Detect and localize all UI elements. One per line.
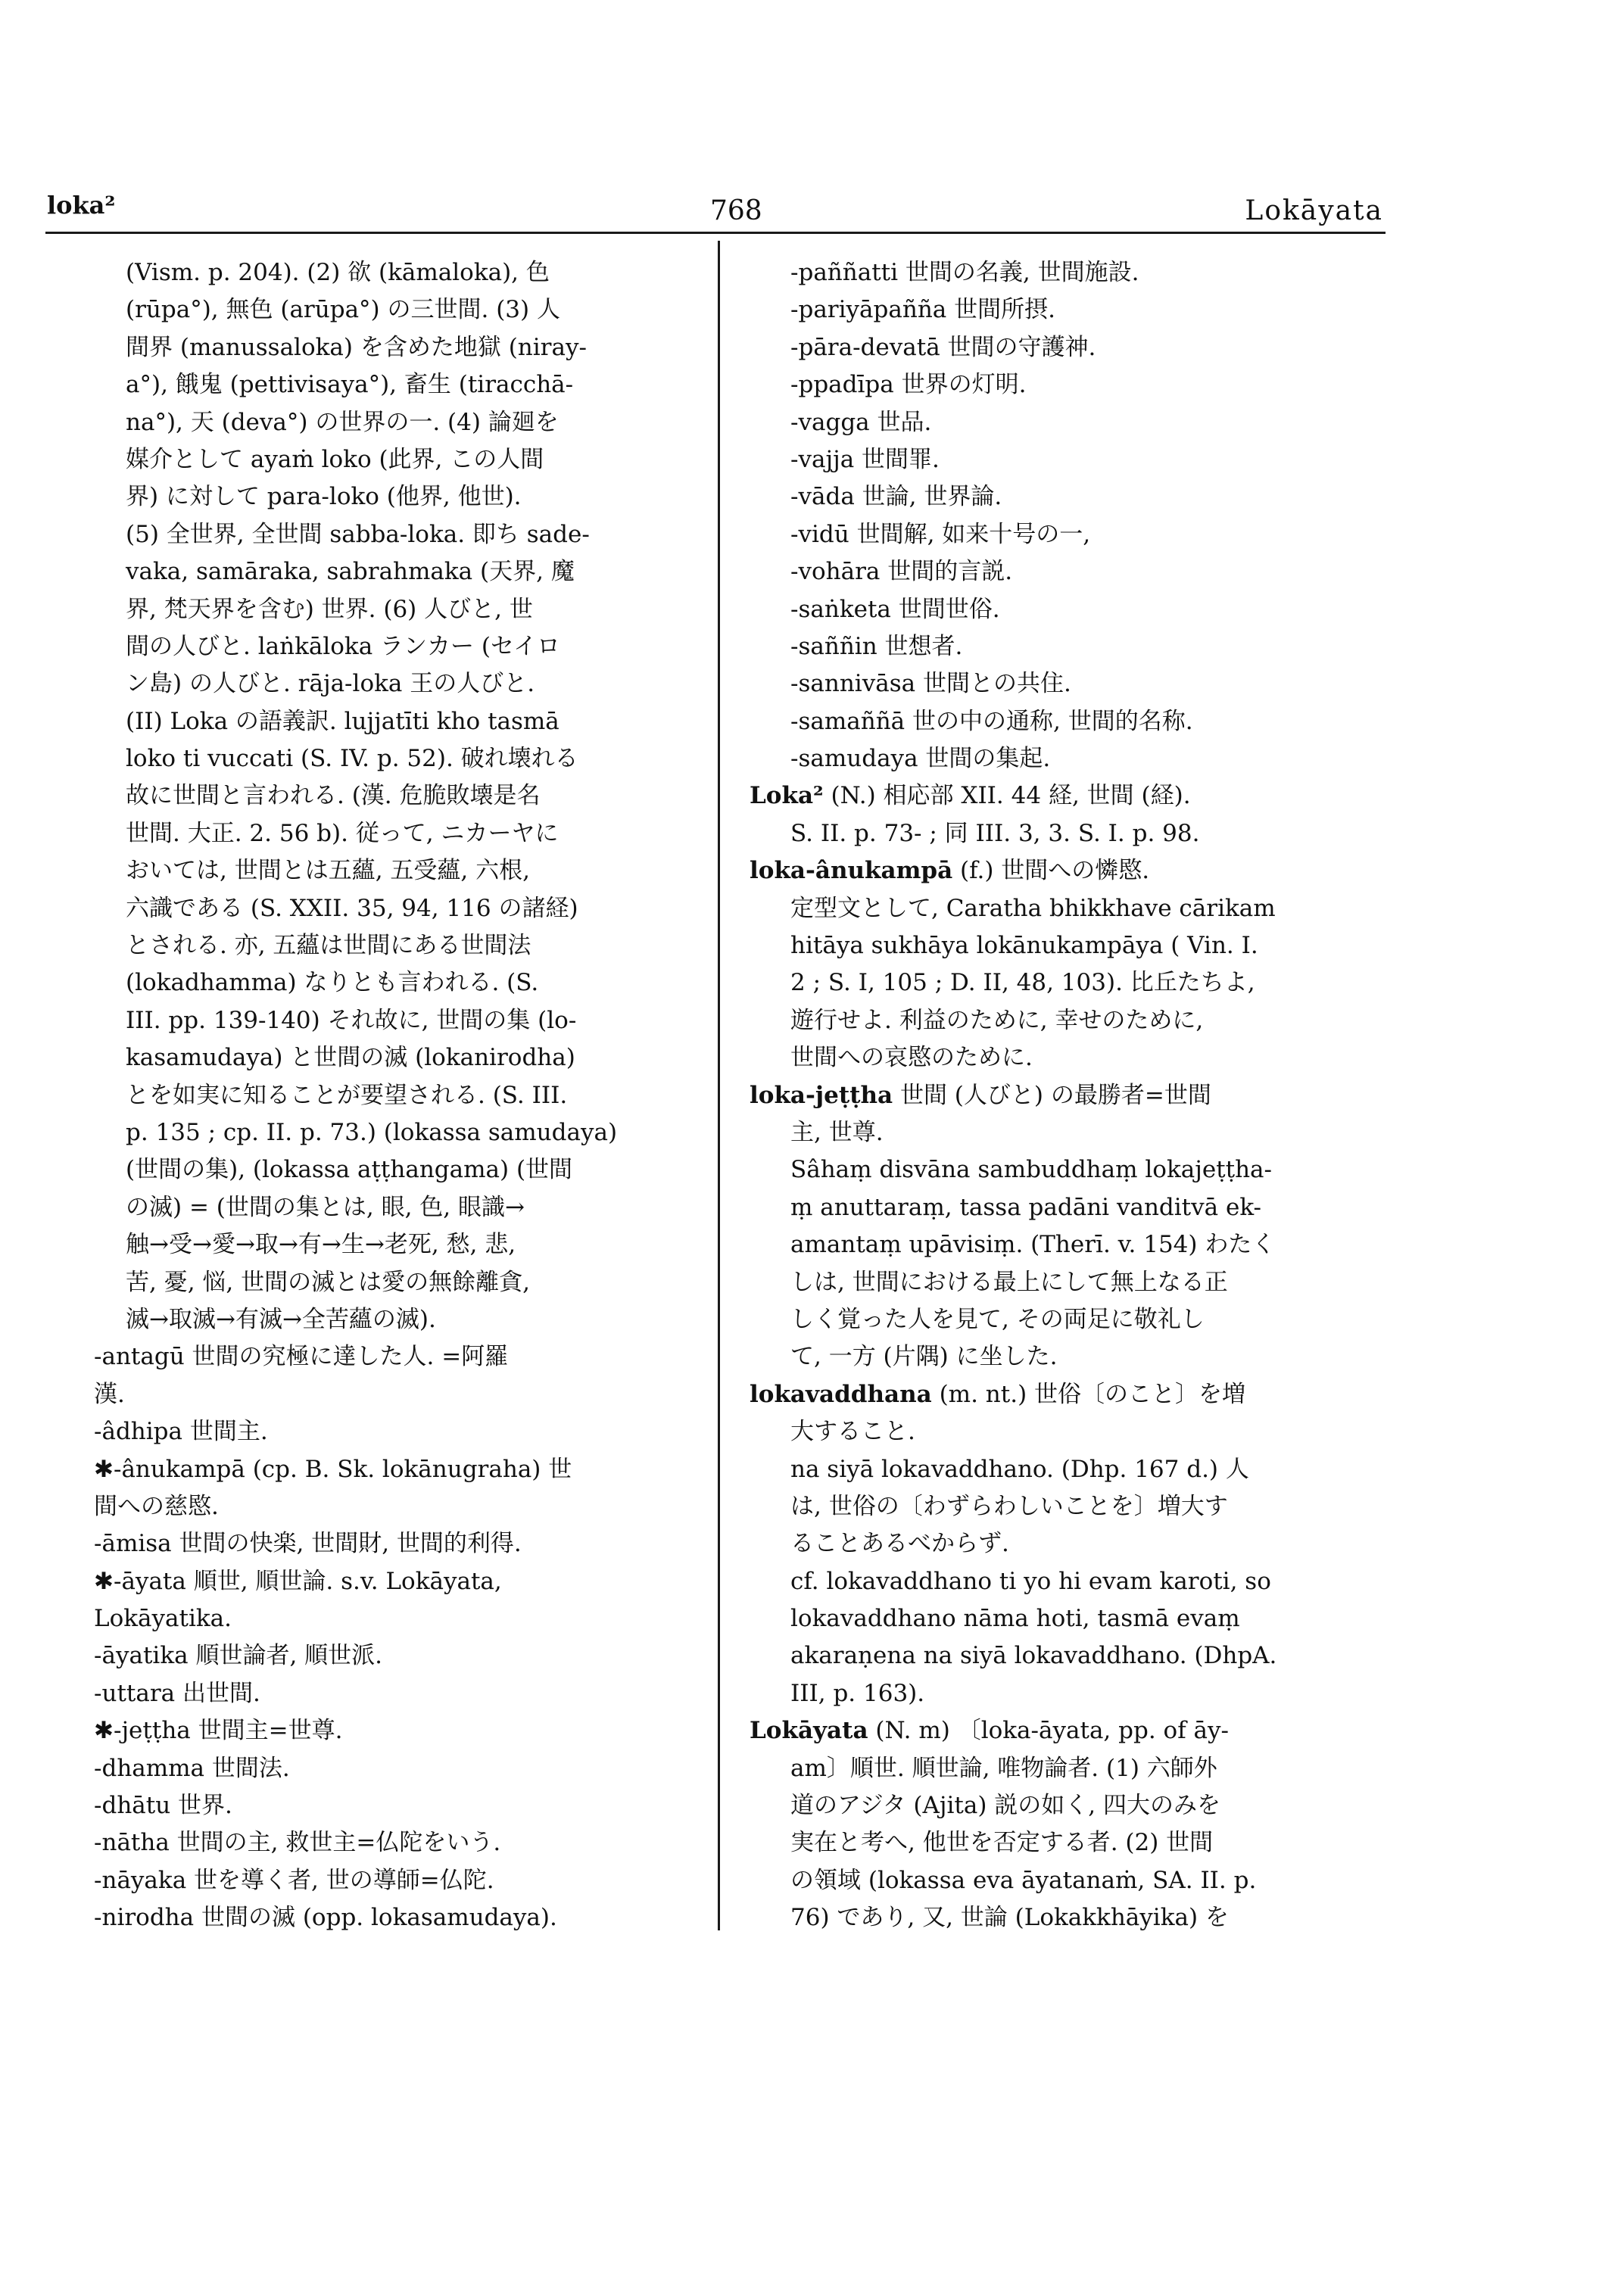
- right-column-line: ṃ anuttaraṃ, tassa padāni vanditvā ek-: [790, 1193, 1262, 1221]
- header-rule: [45, 232, 1386, 234]
- left-column-line: (5) 全世界, 全世間 sabba-loka. 即ち sade-: [126, 520, 590, 548]
- left-column-line: (Vism. p. 204). (2) 欲 (kāmaloka), 色: [126, 259, 550, 286]
- right-column-line: -paññatti 世間の名義, 世間施設.: [790, 259, 1139, 286]
- left-column-line: ン島) の人びと. rāja-loka 王の人びと.: [126, 670, 535, 698]
- right-column-line: 遊行せよ. 利益のために, 幸せのために,: [790, 1006, 1204, 1034]
- page-header: [0, 191, 1624, 233]
- right-column-line: -ppadīpa 世界の灯明.: [790, 371, 1027, 399]
- left-column-line: -uttara 出世間.: [94, 1679, 260, 1707]
- left-column-line: 界, 梵天界を含む) 世界. (6) 人びと, 世: [126, 595, 533, 623]
- left-column-line: とを如実に知ることが要望される. (S. III.: [126, 1081, 568, 1109]
- left-column-line: vaka, samāraka, sabrahmaka (天界, 魔: [126, 558, 575, 586]
- left-column-line: ✱-āyata 順世, 順世論. s.v. Lokāyata,: [94, 1567, 502, 1595]
- left-column-line: -dhamma 世間法.: [94, 1754, 290, 1782]
- left-column-line: 間界 (manussaloka) を含めた地獄 (niray-: [126, 333, 587, 361]
- left-column-line: 界) に対して para-loko (他界, 他世).: [126, 483, 522, 511]
- column-divider: [718, 241, 720, 1930]
- left-column-line: III. pp. 139-140) それ故に, 世間の集 (lo-: [126, 1006, 577, 1034]
- left-column-line: -dhātu 世界.: [94, 1792, 232, 1820]
- right-column-line: lokavaddhano nāma hoti, tasmā evaṃ: [790, 1605, 1240, 1633]
- left-column-line: おいては, 世間とは五蘊, 五受蘊, 六根,: [126, 857, 530, 885]
- right-column-line: Sâhaṃ disvāna sambuddhaṃ lokajeṭṭha-: [790, 1156, 1272, 1184]
- right-column-line: III, p. 163).: [790, 1679, 925, 1707]
- left-column-line: -âdhipa 世間主.: [94, 1418, 268, 1446]
- right-column-line: ることあるべからず.: [790, 1530, 1009, 1558]
- right-column: [750, 254, 1393, 1937]
- right-column-line: -saññin 世想者.: [790, 632, 963, 660]
- right-column-line: Lokāyata (N. m) 〔loka-āyata, pp. of āy-: [750, 1717, 1229, 1745]
- right-column-line: Loka² (N.) 相応部 XII. 44 経, 世間 (経).: [750, 782, 1191, 810]
- entry-headword: Loka²: [750, 782, 824, 810]
- right-column-line: 世間への哀愍のために.: [790, 1044, 1033, 1072]
- left-column-line: -nāyaka 世を導く者, 世の導師=仏陀.: [94, 1866, 494, 1894]
- right-column-line: -vidū 世間解, 如来十号の一,: [790, 520, 1091, 548]
- right-column-line: cf. lokavaddhano ti yo hi evam karoti, so: [790, 1567, 1271, 1595]
- left-column-line: の滅) = (世間の集とは, 眼, 色, 眼識→: [126, 1193, 525, 1221]
- right-column-line: しは, 世間における最上にして無上なる正: [790, 1268, 1228, 1296]
- entry-headword: Lokāyata: [750, 1717, 868, 1745]
- right-column-line: S. II. p. 73- ; 同 III. 3, 3. S. I. p. 98.: [790, 819, 1200, 847]
- left-column-line: p. 135 ; cp. II. p. 73.) (lokassa samudaya): [126, 1118, 618, 1146]
- left-column-line: -āmisa 世間の快楽, 世間財, 世間的利得.: [94, 1530, 522, 1558]
- right-column-line: amantaṃ upāvisiṃ. (Therī. v. 154) わたく: [790, 1231, 1276, 1259]
- left-column-line: -nirodha 世間の滅 (opp. lokasamudaya).: [94, 1904, 557, 1932]
- right-column-line: -sannivāsa 世間との共住.: [790, 670, 1071, 698]
- right-column-line: 2 ; S. I, 105 ; D. II, 48, 103). 比丘たちよ,: [790, 969, 1255, 997]
- entry-headword: loka-ânukampā: [750, 857, 953, 885]
- right-column-line: 実在と考へ, 他世を否定する者. (2) 世間: [790, 1829, 1214, 1857]
- left-column-line: 滅→取滅→有滅→全苦蘊の滅).: [126, 1305, 436, 1333]
- right-column-line: -samudaya 世間の集起.: [790, 745, 1051, 773]
- entry-headword: lokavaddhana: [750, 1380, 932, 1408]
- left-column-line: a°), 餓鬼 (pettivisaya°), 畜生 (tiracchā-: [126, 371, 574, 399]
- right-column-line: am〕順世. 順世論, 唯物論者. (1) 六師外: [790, 1754, 1217, 1782]
- left-column-line: 苦, 憂, 悩, 世間の滅とは愛の無餘離貪,: [126, 1268, 530, 1296]
- right-column-line: 大すること.: [790, 1418, 915, 1446]
- left-column-line: 六識である (S. XXII. 35, 94, 116 の諸経): [126, 894, 578, 922]
- left-column-line: ✱-ânukampā (cp. B. Sk. lokānugraha) 世: [94, 1455, 572, 1483]
- left-column-line: -antagū 世間の究極に達した人. =阿羅: [94, 1343, 509, 1371]
- left-column-line: (rūpa°), 無色 (arūpa°) の三世間. (3) 人: [126, 296, 560, 324]
- right-column-line: て, 一方 (片隅) に坐した.: [790, 1343, 1058, 1371]
- left-column-line: kasamudaya) と世間の滅 (lokanirodha): [126, 1044, 575, 1072]
- right-column-line: akaraṇena na siyā lokavaddhano. (DhpA.: [790, 1642, 1277, 1670]
- left-column-line: とされる. 亦, 五蘊は世間にある世間法: [126, 932, 531, 960]
- right-column-line: -saṅketa 世間世俗.: [790, 595, 1000, 623]
- right-column-line: -vajja 世間罪.: [790, 445, 940, 473]
- right-column-line: -vagga 世品.: [790, 408, 932, 436]
- left-column-line: 触→受→愛→取→有→生→老死, 愁, 悲,: [126, 1231, 516, 1259]
- left-column-line: (II) Loka の語義訳. lujjatīti kho tasmā: [126, 707, 560, 735]
- left-column-line: -āyatika 順世論者, 順世派.: [94, 1642, 383, 1670]
- right-column-line: -pariyāpañña 世間所摂.: [790, 296, 1055, 324]
- entry-headword: loka-jeṭṭha: [750, 1081, 893, 1109]
- left-column-line: (世間の集), (lokassa aṭṭhangama) (世間: [126, 1156, 573, 1184]
- right-column-line: -vohāra 世間的言説.: [790, 558, 1013, 586]
- page-number: 768: [710, 195, 762, 226]
- right-column-line: na siyā lokavaddhano. (Dhp. 167 d.) 人: [790, 1455, 1249, 1483]
- header-left-headword: loka²: [47, 191, 116, 220]
- right-column-line: -samaññā 世の中の通称, 世間的名称.: [790, 707, 1193, 735]
- left-column-line: na°), 天 (deva°) の世界の一. (4) 論廻を: [126, 408, 559, 436]
- left-column-line: 媒介として ayaṁ loko (此界, この人間: [126, 445, 544, 473]
- left-column-line: 間への慈愍.: [94, 1492, 219, 1520]
- left-column-line: -nātha 世間の主, 救世主=仏陀をいう.: [94, 1829, 501, 1857]
- right-column-line: -pāra-devatā 世間の守護神.: [790, 333, 1096, 361]
- right-column-line: の領域 (lokassa eva āyatanaṁ, SA. II. p.: [790, 1866, 1257, 1894]
- header-right-headword: Lokāyata: [1245, 195, 1383, 226]
- right-column-line: 定型文として, Caratha bhikkhave cārikam: [790, 894, 1276, 922]
- left-column: [94, 254, 706, 1937]
- left-column-line: (lokadhamma) なりとも言われる. (S.: [126, 969, 539, 997]
- right-column-line: loka-ânukampā (f.) 世間への憐愍.: [750, 857, 1150, 885]
- left-column-line: loko ti vuccati (S. IV. p. 52). 破れ壊れる: [126, 745, 578, 773]
- left-column-line: 世間. 大正. 2. 56 b). 従って, ニカーヤに: [126, 819, 559, 847]
- right-column-line: lokavaddhana (m. nt.) 世俗〔のこと〕を増: [750, 1380, 1246, 1408]
- right-column-line: 76) であり, 又, 世論 (Lokakkhāyika) を: [790, 1904, 1229, 1932]
- right-column-line: 道のアジタ (Ajita) 説の如く, 四大のみを: [790, 1792, 1220, 1820]
- left-column-line: 故に世間と言われる. (漢. 危脆敗壊是名: [126, 782, 541, 810]
- left-column-line: ✱-jeṭṭha 世間主=世尊.: [94, 1717, 343, 1745]
- right-column-line: hitāya sukhāya lokānukampāya ( Vin. I.: [790, 932, 1258, 960]
- left-column-line: 漢.: [94, 1380, 125, 1408]
- left-column-line: 間の人びと. laṅkāloka ランカー (セイロ: [126, 632, 561, 660]
- right-column-line: 主, 世尊.: [790, 1118, 884, 1146]
- right-column-line: しく覚った人を見て, その両足に敬礼し: [790, 1305, 1205, 1333]
- right-column-line: -vāda 世論, 世界論.: [790, 483, 1002, 511]
- right-column-line: は, 世俗の〔わずらわしいことを〕増大す: [790, 1492, 1228, 1520]
- right-column-line: loka-jeṭṭha 世間 (人びと) の最勝者=世間: [750, 1081, 1211, 1109]
- left-column-line: Lokāyatika.: [94, 1605, 232, 1633]
